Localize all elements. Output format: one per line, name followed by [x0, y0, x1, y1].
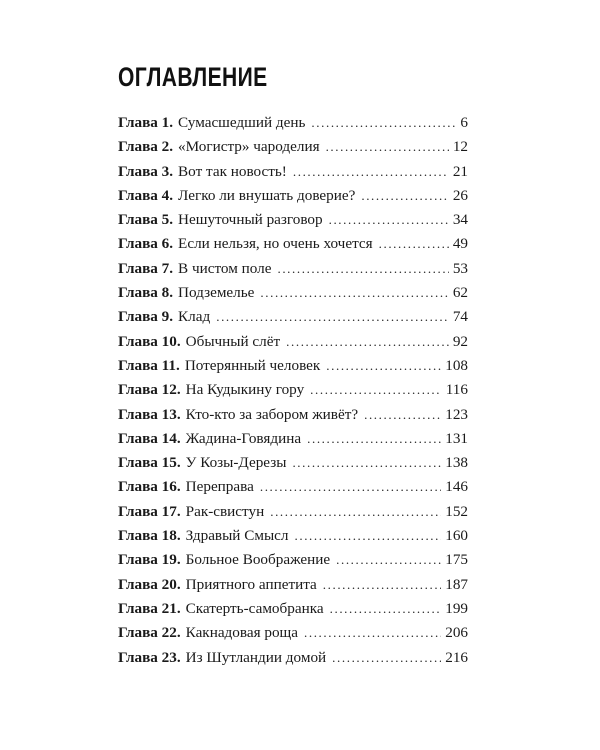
page-number: 131: [445, 429, 468, 447]
table-of-contents: [118, 114, 468, 673]
chapter-title: Легко ли внушать доверие?: [178, 186, 356, 204]
page-title: ОГЛАВЛЕНИЕ: [118, 62, 268, 92]
chapter-label: Глава 22.: [118, 624, 181, 642]
chapter-title: Переправа: [185, 478, 254, 496]
chapter-label: Глава 12.: [118, 381, 181, 399]
chapter-title: Потерянный человек: [184, 356, 321, 374]
dot-leader: [277, 261, 448, 277]
chapter-title: Приятного аппетита: [185, 575, 317, 593]
toc-entry[interactable]: [118, 308, 468, 332]
chapter-title: Вот так новость!: [178, 162, 287, 180]
page-number: 175: [445, 551, 468, 569]
dot-leader: [270, 504, 441, 520]
page-number: 123: [445, 405, 468, 423]
dot-leader: [329, 212, 449, 228]
dot-leader: [311, 115, 456, 131]
chapter-title: Жадина-Говядина: [185, 429, 302, 447]
chapter-title: Из Шутландии домой: [185, 648, 327, 666]
toc-entry[interactable]: [118, 406, 468, 430]
page-number: 206: [445, 624, 468, 642]
toc-entry[interactable]: [118, 235, 468, 259]
chapter-label: Глава 16.: [118, 478, 181, 496]
toc-entry[interactable]: [118, 551, 468, 575]
toc-entry[interactable]: [118, 138, 468, 162]
page-number: 21: [452, 162, 468, 180]
page-number: 216: [445, 648, 468, 666]
page-number: 146: [445, 478, 468, 496]
dot-leader: [216, 309, 449, 325]
chapter-label: Глава 4.: [118, 186, 174, 204]
chapter-label: Глава 3.: [118, 162, 174, 180]
chapter-title: Здравый Смысл: [185, 527, 289, 545]
page-number: 6: [460, 114, 468, 131]
chapter-title: В чистом поле: [178, 259, 272, 277]
page-number: 92: [452, 332, 468, 350]
chapter-label: Глава 14.: [118, 429, 181, 447]
chapter-label: Глава 15.: [118, 454, 181, 472]
toc-entry[interactable]: [118, 649, 468, 673]
page-number: 34: [452, 211, 468, 229]
dot-leader: [260, 479, 441, 495]
chapter-label: Глава 9.: [118, 308, 174, 326]
dot-leader: [286, 334, 449, 350]
toc-entry[interactable]: [118, 187, 468, 211]
chapter-label: Глава 1.: [118, 114, 174, 131]
dot-leader: [292, 455, 441, 471]
chapter-title: Подземелье: [178, 284, 255, 302]
chapter-label: Глава 10.: [118, 332, 181, 350]
toc-entry[interactable]: [118, 381, 468, 405]
dot-leader: [260, 285, 448, 301]
dot-leader: [307, 431, 441, 447]
chapter-title: Скатерть-самобранка: [185, 599, 324, 617]
page-number: 187: [445, 575, 468, 593]
dot-leader: [326, 358, 441, 374]
chapter-label: Глава 17.: [118, 502, 181, 520]
chapter-label: Глава 11.: [118, 356, 180, 374]
page-number: 62: [452, 284, 468, 302]
chapter-title: Какнадовая роща: [185, 624, 298, 642]
chapter-title: Сумасшедший день: [178, 114, 306, 131]
dot-leader: [295, 528, 442, 544]
toc-entry[interactable]: [118, 478, 468, 502]
chapter-title: У Козы-Дерезы: [185, 454, 287, 472]
chapter-title: «Могистр» чароделия: [178, 138, 320, 156]
chapter-title: Клад: [178, 308, 211, 326]
toc-entry[interactable]: [118, 503, 468, 527]
toc-entry[interactable]: [118, 527, 468, 551]
toc-entry[interactable]: [118, 600, 468, 624]
chapter-title: Рак-свистун: [185, 502, 265, 520]
toc-entry[interactable]: [118, 260, 468, 284]
dot-leader: [332, 650, 441, 666]
dot-leader: [310, 382, 442, 398]
page-number: 74: [452, 308, 468, 326]
page-number: 53: [452, 259, 468, 277]
toc-entry[interactable]: [118, 114, 468, 138]
page-number: 108: [445, 356, 468, 374]
chapter-label: Глава 20.: [118, 575, 181, 593]
chapter-label: Глава 21.: [118, 599, 181, 617]
page-number: 138: [445, 454, 468, 472]
page-number: 160: [445, 527, 468, 545]
page-number: 49: [452, 235, 468, 253]
chapter-label: Глава 2.: [118, 138, 174, 156]
toc-entry[interactable]: [118, 357, 468, 381]
toc-entry[interactable]: [118, 576, 468, 600]
page-number: 12: [452, 138, 468, 156]
dot-leader: [323, 577, 441, 593]
dot-leader: [336, 552, 441, 568]
chapter-label: Глава 6.: [118, 235, 174, 253]
dot-leader: [326, 139, 449, 155]
chapter-title: Кто-кто за забором живёт?: [185, 405, 359, 423]
toc-entry[interactable]: [118, 430, 468, 454]
chapter-label: Глава 5.: [118, 211, 174, 229]
chapter-label: Глава 8.: [118, 284, 174, 302]
dot-leader: [361, 188, 448, 204]
chapter-label: Глава 13.: [118, 405, 181, 423]
toc-entry[interactable]: [118, 454, 468, 478]
dot-leader: [293, 164, 449, 180]
page-number: 152: [445, 502, 468, 520]
chapter-title: Обычный слёт: [185, 332, 281, 350]
page-number: 199: [445, 599, 468, 617]
page-number: 116: [445, 381, 468, 399]
chapter-title: Нешуточный разговор: [178, 211, 323, 229]
chapter-title: Если нельзя, но очень хочется: [178, 235, 373, 253]
toc-entry[interactable]: [118, 211, 468, 235]
toc-entry[interactable]: [118, 284, 468, 308]
page-number: 26: [452, 186, 468, 204]
dot-leader: [304, 625, 441, 641]
chapter-label: Глава 19.: [118, 551, 181, 569]
chapter-title: На Кудыкину гору: [185, 381, 305, 399]
chapter-label: Глава 23.: [118, 648, 181, 666]
toc-entry[interactable]: [118, 333, 468, 357]
dot-leader: [364, 407, 441, 423]
chapter-label: Глава 18.: [118, 527, 181, 545]
toc-entry[interactable]: [118, 163, 468, 187]
chapter-label: Глава 7.: [118, 259, 174, 277]
chapter-title: Больное Воображение: [185, 551, 331, 569]
dot-leader: [379, 236, 449, 252]
dot-leader: [330, 601, 442, 617]
toc-entry[interactable]: [118, 624, 468, 648]
